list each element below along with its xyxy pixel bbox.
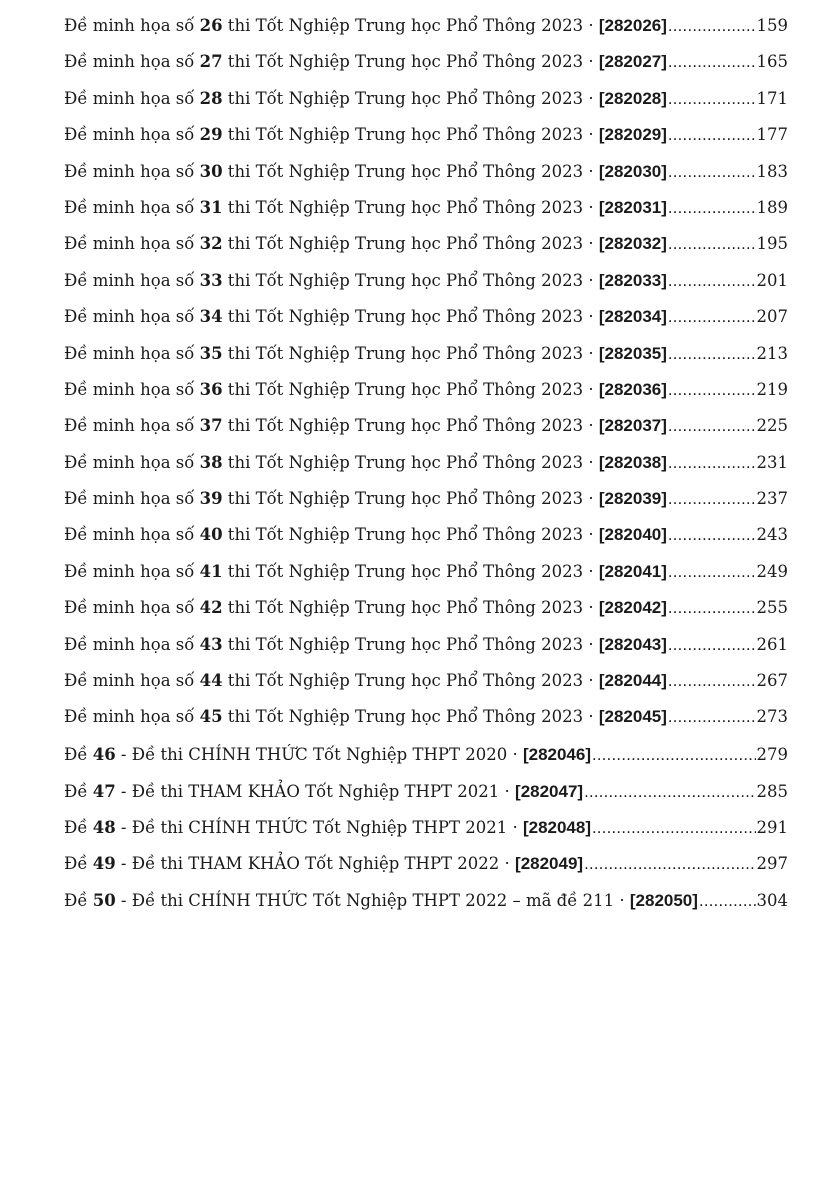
entry-prefix: Đề minh họa số bbox=[64, 671, 200, 691]
entry-title bbox=[64, 554, 667, 590]
entry-prefix: Đề minh họa số bbox=[64, 343, 200, 363]
entry-prefix: Đề minh họa số bbox=[64, 634, 200, 654]
entry-title bbox=[64, 810, 591, 846]
entry-number: 29 bbox=[199, 125, 223, 145]
entry-code: [282032] bbox=[598, 234, 667, 254]
entry-middle: - Đề thi CHÍNH THỨC Tốt Nghiệp THPT 2020 · bbox=[115, 745, 523, 765]
entry-title bbox=[64, 445, 667, 481]
entry-number: 43 bbox=[199, 634, 223, 654]
entry-prefix: Đề minh họa số bbox=[64, 525, 200, 545]
dot-leader bbox=[668, 190, 756, 226]
entry-number: 32 bbox=[199, 234, 223, 254]
entry-middle: thi Tốt Nghiệp Trung học Phổ Thông 2023 · bbox=[222, 561, 599, 581]
entry-middle: thi Tốt Nghiệp Trung học Phổ Thông 2023 · bbox=[222, 707, 599, 727]
entry-page-number: 237 bbox=[756, 489, 788, 509]
entry-title bbox=[64, 481, 667, 517]
entry-page-number: 304 bbox=[756, 890, 788, 910]
toc-entry-49[interactable] bbox=[64, 846, 788, 882]
entry-code: [282029] bbox=[598, 125, 667, 145]
dot-leader bbox=[584, 774, 755, 810]
dot-leader bbox=[668, 699, 756, 735]
entry-title bbox=[64, 44, 667, 80]
toc-entry-43[interactable] bbox=[64, 627, 788, 663]
toc-entry-40[interactable] bbox=[64, 517, 788, 553]
entry-number: 31 bbox=[199, 197, 223, 217]
entry-middle: thi Tốt Nghiệp Trung học Phổ Thông 2023 · bbox=[222, 598, 599, 618]
entry-code: [282035] bbox=[598, 343, 667, 363]
table-of-contents bbox=[64, 8, 788, 919]
entry-prefix: Đề minh họa số bbox=[64, 707, 200, 727]
entry-number: 47 bbox=[92, 781, 116, 801]
entry-number: 36 bbox=[199, 379, 223, 399]
entry-title bbox=[64, 883, 698, 919]
entry-number: 27 bbox=[199, 52, 223, 72]
entry-page-number: 249 bbox=[756, 561, 788, 581]
entry-page-number: 165 bbox=[756, 52, 788, 72]
entry-prefix: Đề minh họa số bbox=[64, 161, 200, 181]
entry-code: [282028] bbox=[598, 88, 667, 108]
entry-code: [282046] bbox=[522, 745, 592, 765]
entry-title bbox=[64, 81, 667, 117]
entry-middle: thi Tốt Nghiệp Trung học Phổ Thông 2023 · bbox=[222, 234, 599, 254]
entry-title bbox=[64, 737, 591, 773]
dot-leader bbox=[592, 737, 755, 773]
entry-page-number: 291 bbox=[756, 818, 788, 838]
entry-middle: thi Tốt Nghiệp Trung học Phổ Thông 2023 · bbox=[222, 52, 599, 72]
entry-number: 40 bbox=[199, 525, 223, 545]
entry-page-number: 177 bbox=[756, 125, 788, 145]
entry-number: 48 bbox=[92, 818, 116, 838]
dot-leader bbox=[668, 44, 756, 80]
entry-middle: thi Tốt Nghiệp Trung học Phổ Thông 2023 · bbox=[222, 88, 599, 108]
entry-number: 46 bbox=[92, 745, 116, 765]
entry-code: [282047] bbox=[515, 781, 584, 801]
entry-title bbox=[64, 263, 667, 299]
entry-code: [282041] bbox=[598, 561, 667, 581]
entry-page-number: 159 bbox=[756, 16, 788, 35]
entry-number: 49 bbox=[92, 854, 116, 874]
entry-middle: thi Tốt Nghiệp Trung học Phổ Thông 2023 · bbox=[222, 16, 599, 35]
entry-number: 41 bbox=[199, 561, 223, 581]
entry-code: [282043] bbox=[598, 634, 667, 654]
dot-leader bbox=[668, 481, 756, 517]
toc-entry-31[interactable] bbox=[64, 190, 788, 226]
dot-leader bbox=[668, 372, 756, 408]
entry-code: [282026] bbox=[598, 16, 667, 35]
entry-number: 30 bbox=[199, 161, 223, 181]
entry-prefix: Đề minh họa số bbox=[64, 270, 200, 290]
entry-page-number: 261 bbox=[756, 634, 788, 654]
entry-title bbox=[64, 517, 667, 553]
entry-title bbox=[64, 154, 667, 190]
entry-middle: thi Tốt Nghiệp Trung học Phổ Thông 2023 · bbox=[222, 634, 599, 654]
entry-title bbox=[64, 408, 667, 444]
entry-page-number: 207 bbox=[756, 307, 788, 327]
entry-middle: thi Tốt Nghiệp Trung học Phổ Thông 2023 · bbox=[222, 270, 599, 290]
entry-number: 33 bbox=[199, 270, 223, 290]
entry-number: 39 bbox=[199, 489, 223, 509]
toc-entry-38[interactable] bbox=[64, 445, 788, 481]
entry-prefix: Đề minh họa số bbox=[64, 52, 200, 72]
entry-number: 42 bbox=[199, 598, 223, 618]
entry-title bbox=[64, 336, 667, 372]
entry-prefix: Đề minh họa số bbox=[64, 234, 200, 254]
dot-leader bbox=[584, 846, 755, 882]
entry-page-number: 279 bbox=[756, 745, 788, 765]
dot-leader bbox=[668, 408, 756, 444]
toc-entry-28[interactable] bbox=[64, 81, 788, 117]
toc-entry-34[interactable] bbox=[64, 299, 788, 335]
entry-middle: thi Tốt Nghiệp Trung học Phổ Thông 2023 · bbox=[222, 671, 599, 691]
entry-page-number: 225 bbox=[756, 416, 788, 436]
entry-code: [282033] bbox=[598, 270, 667, 290]
toc-list bbox=[64, 8, 788, 919]
entry-prefix: Đề bbox=[64, 890, 93, 910]
entry-code: [282050] bbox=[629, 890, 698, 910]
dot-leader bbox=[668, 263, 756, 299]
entry-number: 50 bbox=[92, 890, 116, 910]
dot-leader bbox=[668, 8, 756, 44]
entry-page-number: 201 bbox=[756, 270, 788, 290]
entry-page-number: 213 bbox=[756, 343, 788, 363]
entry-middle: thi Tốt Nghiệp Trung học Phổ Thông 2023 · bbox=[222, 489, 599, 509]
toc-entry-35[interactable] bbox=[64, 336, 788, 372]
entry-code: [282036] bbox=[598, 379, 667, 399]
dot-leader bbox=[668, 627, 756, 663]
dot-leader bbox=[668, 299, 756, 335]
entry-title bbox=[64, 590, 667, 626]
entry-prefix: Đề minh họa số bbox=[64, 416, 200, 436]
entry-page-number: 183 bbox=[756, 161, 788, 181]
dot-leader bbox=[668, 445, 756, 481]
dot-leader bbox=[668, 554, 756, 590]
dot-leader bbox=[668, 336, 756, 372]
entry-title bbox=[64, 8, 667, 44]
entry-number: 28 bbox=[199, 88, 223, 108]
toc-entry-29[interactable] bbox=[64, 117, 788, 153]
toc-entry-46[interactable] bbox=[64, 737, 788, 773]
entry-page-number: 267 bbox=[756, 671, 788, 691]
dot-leader bbox=[668, 81, 756, 117]
dot-leader bbox=[668, 517, 756, 553]
entry-number: 34 bbox=[199, 307, 223, 327]
entry-code: [282038] bbox=[598, 452, 667, 472]
toc-entry-26[interactable] bbox=[64, 8, 788, 44]
entry-prefix: Đề minh họa số bbox=[64, 16, 200, 35]
entry-middle: thi Tốt Nghiệp Trung học Phổ Thông 2023 · bbox=[222, 525, 599, 545]
entry-title bbox=[64, 774, 583, 810]
dot-leader bbox=[592, 810, 755, 846]
entry-code: [282034] bbox=[598, 307, 667, 327]
entry-middle: thi Tốt Nghiệp Trung học Phổ Thông 2023 · bbox=[222, 379, 599, 399]
toc-entry-32[interactable] bbox=[64, 226, 788, 262]
entry-code: [282042] bbox=[598, 598, 667, 618]
dot-leader bbox=[699, 883, 756, 919]
entry-code: [282030] bbox=[598, 161, 667, 181]
entry-page-number: 255 bbox=[756, 598, 788, 618]
entry-page-number: 285 bbox=[756, 781, 788, 801]
toc-entry-44[interactable] bbox=[64, 663, 788, 699]
entry-middle: - Đề thi THAM KHẢO Tốt Nghiệp THPT 2021 · bbox=[115, 781, 516, 801]
entry-page-number: 219 bbox=[756, 379, 788, 399]
entry-number: 35 bbox=[199, 343, 223, 363]
entry-number: 26 bbox=[199, 16, 223, 35]
entry-prefix: Đề bbox=[64, 781, 93, 801]
entry-title bbox=[64, 699, 667, 735]
entry-code: [282044] bbox=[598, 671, 667, 691]
entry-code: [282027] bbox=[598, 52, 667, 72]
entry-prefix: Đề bbox=[64, 818, 93, 838]
entry-prefix: Đề minh họa số bbox=[64, 88, 200, 108]
entry-prefix: Đề bbox=[64, 745, 93, 765]
entry-code: [282040] bbox=[598, 525, 667, 545]
entry-code: [282045] bbox=[598, 707, 667, 727]
entry-title bbox=[64, 190, 667, 226]
entry-prefix: Đề minh họa số bbox=[64, 561, 200, 581]
toc-entry-45[interactable] bbox=[64, 699, 788, 735]
entry-page-number: 297 bbox=[756, 854, 788, 874]
entry-title bbox=[64, 372, 667, 408]
dot-leader bbox=[668, 590, 756, 626]
entry-title bbox=[64, 846, 583, 882]
entry-middle: thi Tốt Nghiệp Trung học Phổ Thông 2023 · bbox=[222, 125, 599, 145]
entry-prefix: Đề minh họa số bbox=[64, 598, 200, 618]
entry-prefix: Đề bbox=[64, 854, 93, 874]
toc-entry-42[interactable] bbox=[64, 590, 788, 626]
entry-number: 38 bbox=[199, 452, 223, 472]
entry-code: [282037] bbox=[598, 416, 667, 436]
entry-page-number: 171 bbox=[756, 88, 788, 108]
entry-page-number: 231 bbox=[756, 452, 788, 472]
entry-middle: thi Tốt Nghiệp Trung học Phổ Thông 2023 · bbox=[222, 416, 599, 436]
entry-title bbox=[64, 117, 667, 153]
entry-code: [282031] bbox=[598, 197, 667, 217]
toc-entry-36[interactable] bbox=[64, 372, 788, 408]
entry-middle: thi Tốt Nghiệp Trung học Phổ Thông 2023 · bbox=[222, 452, 599, 472]
entry-page-number: 273 bbox=[756, 707, 788, 727]
entry-middle: - Đề thi THAM KHẢO Tốt Nghiệp THPT 2022 · bbox=[115, 854, 516, 874]
entry-middle: - Đề thi CHÍNH THỨC Tốt Nghiệp THPT 2022 – mã đề 211 · bbox=[115, 890, 630, 910]
entry-page-number: 195 bbox=[756, 234, 788, 254]
entry-middle: thi Tốt Nghiệp Trung học Phổ Thông 2023 · bbox=[222, 307, 599, 327]
entry-prefix: Đề minh họa số bbox=[64, 489, 200, 509]
toc-entry-41[interactable] bbox=[64, 554, 788, 590]
entry-prefix: Đề minh họa số bbox=[64, 452, 200, 472]
dot-leader bbox=[668, 226, 756, 262]
entry-title bbox=[64, 299, 667, 335]
entry-title bbox=[64, 663, 667, 699]
toc-entry-50[interactable] bbox=[64, 883, 788, 919]
entry-number: 37 bbox=[199, 416, 223, 436]
toc-entry-47[interactable] bbox=[64, 774, 788, 810]
toc-entry-33[interactable] bbox=[64, 263, 788, 299]
entry-code: [282049] bbox=[515, 854, 584, 874]
entry-prefix: Đề minh họa số bbox=[64, 125, 200, 145]
entry-number: 45 bbox=[199, 707, 223, 727]
entry-prefix: Đề minh họa số bbox=[64, 307, 200, 327]
entry-middle: - Đề thi CHÍNH THỨC Tốt Nghiệp THPT 2021 · bbox=[115, 818, 523, 838]
entry-title bbox=[64, 226, 667, 262]
entry-code: [282039] bbox=[598, 489, 667, 509]
toc-entry-27[interactable] bbox=[64, 44, 788, 80]
entry-middle: thi Tốt Nghiệp Trung học Phổ Thông 2023 · bbox=[222, 161, 599, 181]
toc-entry-39[interactable] bbox=[64, 481, 788, 517]
entry-code: [282048] bbox=[522, 818, 592, 838]
entry-title bbox=[64, 627, 667, 663]
toc-entry-37[interactable] bbox=[64, 408, 788, 444]
entry-page-number: 189 bbox=[756, 197, 788, 217]
entry-page-number: 243 bbox=[756, 525, 788, 545]
dot-leader bbox=[668, 117, 756, 153]
dot-leader bbox=[668, 663, 756, 699]
dot-leader bbox=[668, 154, 756, 190]
entry-prefix: Đề minh họa số bbox=[64, 197, 200, 217]
toc-entry-30[interactable] bbox=[64, 154, 788, 190]
entry-middle: thi Tốt Nghiệp Trung học Phổ Thông 2023 · bbox=[222, 197, 599, 217]
toc-entry-48[interactable] bbox=[64, 810, 788, 846]
entry-number: 44 bbox=[199, 671, 223, 691]
entry-middle: thi Tốt Nghiệp Trung học Phổ Thông 2023 · bbox=[222, 343, 599, 363]
entry-prefix: Đề minh họa số bbox=[64, 379, 200, 399]
